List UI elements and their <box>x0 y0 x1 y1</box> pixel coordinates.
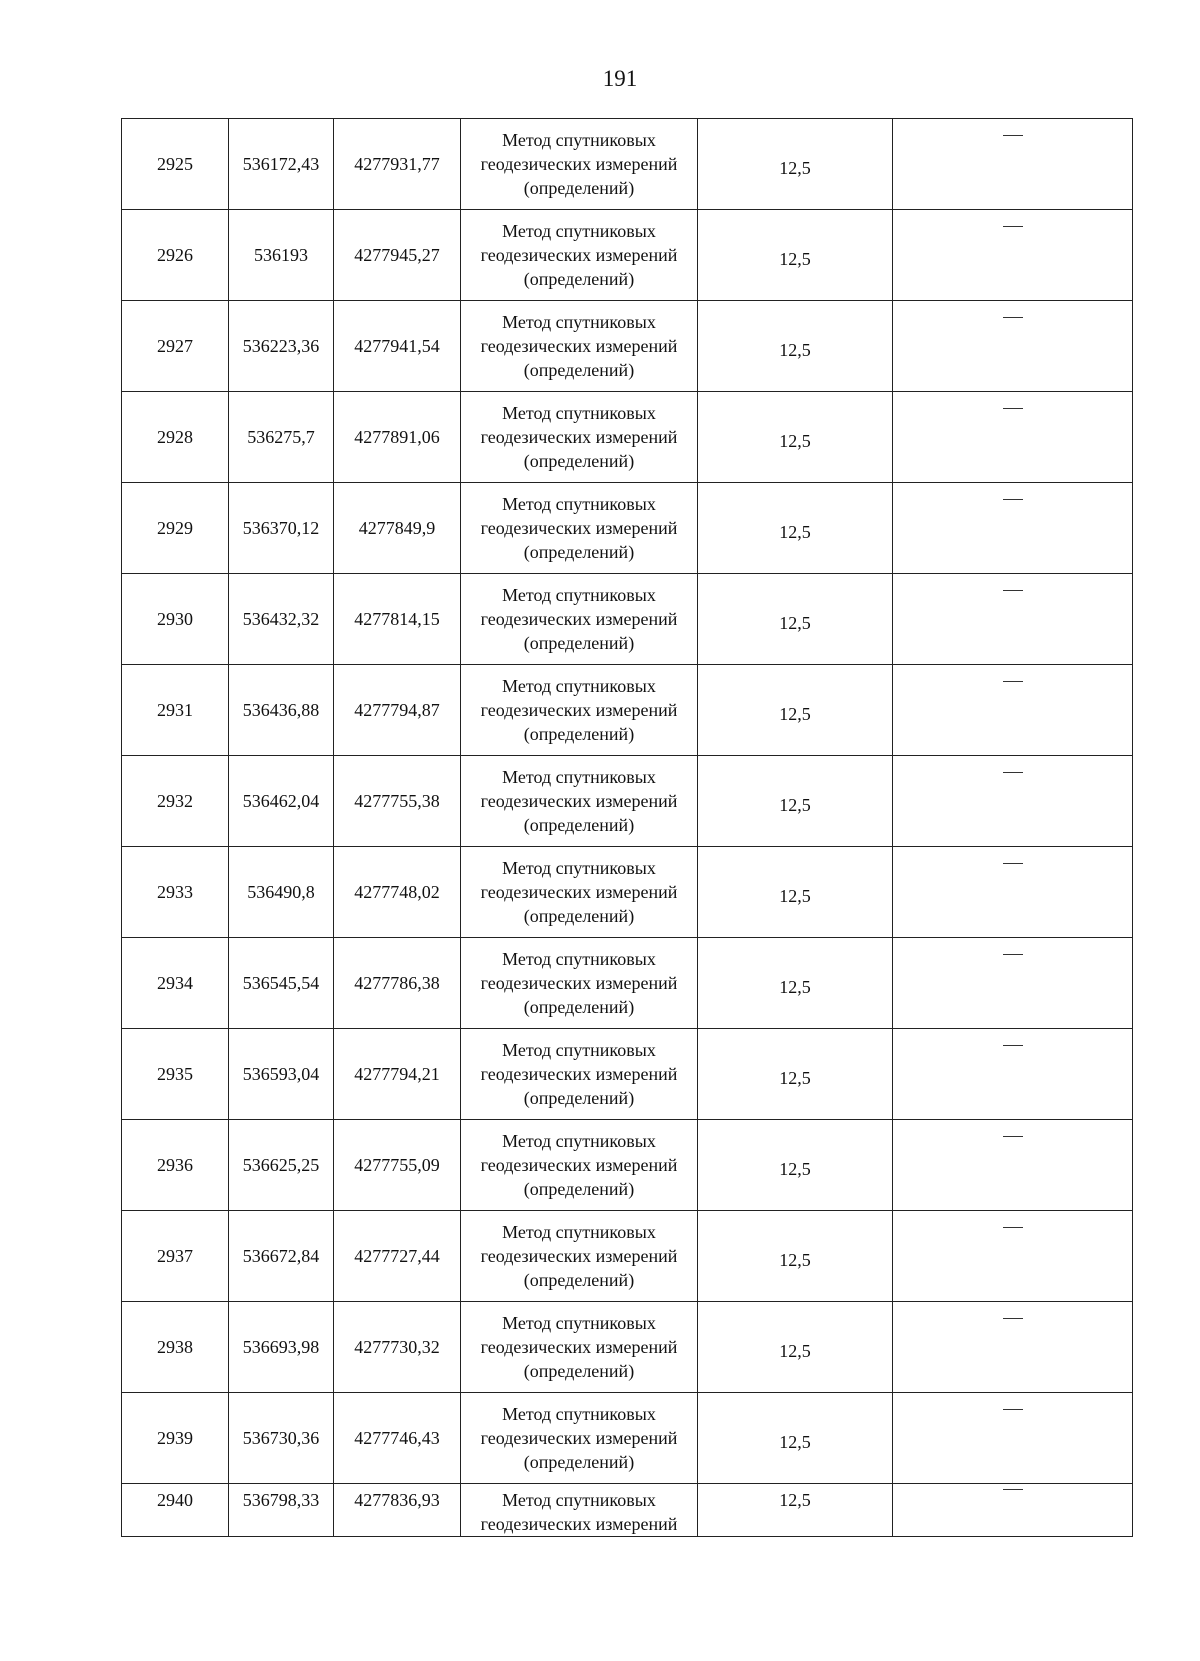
y-coordinate-cell: 4277945,27 <box>334 210 461 301</box>
x-coordinate-cell: 536370,12 <box>229 483 334 574</box>
point-number-cell: 2931 <box>122 665 229 756</box>
method-line: (определений) <box>523 1361 635 1381</box>
point-number-cell: 2929 <box>122 483 229 574</box>
accuracy-cell <box>698 210 893 301</box>
x-coordinate-cell: 536693,98 <box>229 1302 334 1393</box>
method-line: геодезических измерений <box>480 245 678 265</box>
accuracy-cell <box>698 1211 893 1302</box>
point-number-cell: 2935 <box>122 1029 229 1120</box>
x-coordinate-cell: 536545,54 <box>229 938 334 1029</box>
dash-mark <box>1003 135 1023 136</box>
method-line: Метод спутниковых <box>502 1313 656 1333</box>
point-number-cell: 2928 <box>122 392 229 483</box>
dash-mark <box>1003 1136 1023 1137</box>
accuracy-cell <box>698 483 893 574</box>
method-line: геодезических измерений <box>480 1514 678 1534</box>
dash-mark <box>1003 408 1023 409</box>
x-coordinate-cell: 536172,43 <box>229 119 334 210</box>
method-cell <box>461 1393 698 1484</box>
y-coordinate-cell: 4277931,77 <box>334 119 461 210</box>
method-line: Метод спутниковых <box>502 858 656 878</box>
description-cell <box>893 301 1133 392</box>
x-coordinate-cell: 536223,36 <box>229 301 334 392</box>
point-number-cell: 2938 <box>122 1302 229 1393</box>
y-coordinate-cell: 4277746,43 <box>334 1393 461 1484</box>
description-cell <box>893 1211 1133 1302</box>
method-line: (определений) <box>523 1088 635 1108</box>
method-line: (определений) <box>523 1452 635 1472</box>
x-coordinate-cell: 536672,84 <box>229 1211 334 1302</box>
x-coordinate-cell: 536432,32 <box>229 574 334 665</box>
accuracy-cell <box>698 301 893 392</box>
accuracy-value: 12,5 <box>779 522 811 542</box>
x-coordinate-cell: 536462,04 <box>229 756 334 847</box>
method-line: геодезических измерений <box>480 1246 678 1266</box>
description-cell <box>893 119 1133 210</box>
accuracy-value: 12,5 <box>779 1341 811 1361</box>
description-cell <box>893 756 1133 847</box>
method-line: (определений) <box>523 906 635 926</box>
method-line: (определений) <box>523 451 635 471</box>
method-cell <box>461 756 698 847</box>
description-cell <box>893 210 1133 301</box>
table-row <box>122 1029 1133 1120</box>
dash-mark <box>1003 681 1023 682</box>
y-coordinate-cell: 4277786,38 <box>334 938 461 1029</box>
accuracy-cell <box>698 1393 893 1484</box>
dash-mark <box>1003 226 1023 227</box>
accuracy-value: 12,5 <box>779 1159 811 1179</box>
accuracy-value: 12,5 <box>779 158 811 178</box>
method-line: (определений) <box>523 542 635 562</box>
table-row <box>122 392 1133 483</box>
table-row <box>122 1120 1133 1211</box>
description-cell <box>893 483 1133 574</box>
accuracy-value: 12,5 <box>779 340 811 360</box>
method-line: Метод спутниковых <box>502 403 656 423</box>
page-number: 191 <box>602 66 638 91</box>
dash-mark <box>1003 1227 1023 1228</box>
dash-mark <box>1003 317 1023 318</box>
method-cell <box>461 1484 698 1537</box>
method-cell <box>461 1211 698 1302</box>
y-coordinate-cell: 4277794,87 <box>334 665 461 756</box>
dash-mark <box>1003 863 1023 864</box>
method-line: геодезических измерений <box>480 882 678 902</box>
point-number-cell: 2936 <box>122 1120 229 1211</box>
table-row <box>122 847 1133 938</box>
description-cell <box>893 1393 1133 1484</box>
method-line: геодезических измерений <box>480 973 678 993</box>
x-coordinate-cell: 536798,33 <box>229 1484 334 1537</box>
method-line: Метод спутниковых <box>502 130 656 150</box>
y-coordinate-cell: 4277849,9 <box>334 483 461 574</box>
point-number-cell: 2926 <box>122 210 229 301</box>
accuracy-cell <box>698 119 893 210</box>
method-cell <box>461 938 698 1029</box>
accuracy-value: 12,5 <box>779 1250 811 1270</box>
dash-mark <box>1003 1045 1023 1046</box>
method-cell <box>461 1029 698 1120</box>
point-number-cell: 2937 <box>122 1211 229 1302</box>
x-coordinate-cell: 536275,7 <box>229 392 334 483</box>
table-row <box>122 483 1133 574</box>
point-number-cell: 2933 <box>122 847 229 938</box>
method-line: (определений) <box>523 724 635 744</box>
method-cell <box>461 574 698 665</box>
y-coordinate-cell: 4277836,93 <box>334 1484 461 1537</box>
x-coordinate-cell: 536625,25 <box>229 1120 334 1211</box>
y-coordinate-cell: 4277727,44 <box>334 1211 461 1302</box>
point-number-cell: 2925 <box>122 119 229 210</box>
y-coordinate-cell: 4277941,54 <box>334 301 461 392</box>
method-line: Метод спутниковых <box>502 676 656 696</box>
method-cell <box>461 301 698 392</box>
description-cell <box>893 1120 1133 1211</box>
method-line: геодезических измерений <box>480 609 678 629</box>
accuracy-value: 12,5 <box>779 1432 811 1452</box>
table-row <box>122 210 1133 301</box>
dash-mark <box>1003 590 1023 591</box>
table-row <box>122 1484 1133 1537</box>
x-coordinate-cell: 536593,04 <box>229 1029 334 1120</box>
coordinates-table <box>121 118 1133 1537</box>
method-line: Метод спутниковых <box>502 221 656 241</box>
method-line: (определений) <box>523 360 635 380</box>
y-coordinate-cell: 4277814,15 <box>334 574 461 665</box>
table-row <box>122 756 1133 847</box>
table-row <box>122 119 1133 210</box>
accuracy-cell <box>698 1302 893 1393</box>
accuracy-cell <box>698 574 893 665</box>
description-cell <box>893 392 1133 483</box>
method-cell <box>461 847 698 938</box>
accuracy-value: 12,5 <box>779 1490 811 1510</box>
accuracy-value: 12,5 <box>779 977 811 997</box>
method-line: геодезических измерений <box>480 1064 678 1084</box>
y-coordinate-cell: 4277891,06 <box>334 392 461 483</box>
method-line: Метод спутниковых <box>502 949 656 969</box>
method-line: (определений) <box>523 1270 635 1290</box>
accuracy-value: 12,5 <box>779 613 811 633</box>
point-number-cell: 2939 <box>122 1393 229 1484</box>
method-line: (определений) <box>523 997 635 1017</box>
point-number-cell: 2930 <box>122 574 229 665</box>
method-cell <box>461 119 698 210</box>
description-cell <box>893 665 1133 756</box>
y-coordinate-cell: 4277755,09 <box>334 1120 461 1211</box>
method-line: геодезических измерений <box>480 1337 678 1357</box>
method-line: Метод спутниковых <box>502 1131 656 1151</box>
accuracy-value: 12,5 <box>779 249 811 269</box>
accuracy-cell <box>698 756 893 847</box>
table-row <box>122 1302 1133 1393</box>
method-line: (определений) <box>523 633 635 653</box>
accuracy-cell <box>698 847 893 938</box>
accuracy-value: 12,5 <box>779 795 811 815</box>
method-line: геодезических измерений <box>480 1155 678 1175</box>
method-line: Метод спутниковых <box>502 767 656 787</box>
method-cell <box>461 1120 698 1211</box>
method-cell <box>461 1302 698 1393</box>
accuracy-cell <box>698 1120 893 1211</box>
table-row <box>122 665 1133 756</box>
description-cell <box>893 1029 1133 1120</box>
description-cell <box>893 574 1133 665</box>
y-coordinate-cell: 4277755,38 <box>334 756 461 847</box>
accuracy-value: 12,5 <box>779 431 811 451</box>
accuracy-cell <box>698 1484 893 1537</box>
x-coordinate-cell: 536490,8 <box>229 847 334 938</box>
x-coordinate-cell: 536436,88 <box>229 665 334 756</box>
y-coordinate-cell: 4277794,21 <box>334 1029 461 1120</box>
method-line: (определений) <box>523 815 635 835</box>
point-number-cell: 2940 <box>122 1484 229 1537</box>
accuracy-value: 12,5 <box>779 704 811 724</box>
dash-mark <box>1003 954 1023 955</box>
table-row <box>122 1211 1133 1302</box>
accuracy-cell <box>698 938 893 1029</box>
point-number-cell: 2927 <box>122 301 229 392</box>
description-cell <box>893 1302 1133 1393</box>
method-line: Метод спутниковых <box>502 1222 656 1242</box>
accuracy-cell <box>698 665 893 756</box>
y-coordinate-cell: 4277748,02 <box>334 847 461 938</box>
dash-mark <box>1003 1489 1023 1490</box>
method-line: геодезических измерений <box>480 700 678 720</box>
method-cell <box>461 483 698 574</box>
method-line: геодезических измерений <box>480 154 678 174</box>
method-line: (определений) <box>523 1179 635 1199</box>
table-row <box>122 938 1133 1029</box>
x-coordinate-cell: 536193 <box>229 210 334 301</box>
dash-mark <box>1003 772 1023 773</box>
dash-mark <box>1003 1409 1023 1410</box>
table-row <box>122 1393 1133 1484</box>
description-cell <box>893 847 1133 938</box>
method-line: (определений) <box>523 269 635 289</box>
table-row <box>122 301 1133 392</box>
description-cell <box>893 1484 1133 1537</box>
method-line: геодезических измерений <box>480 427 678 447</box>
x-coordinate-cell: 536730,36 <box>229 1393 334 1484</box>
method-line: геодезических измерений <box>480 1428 678 1448</box>
point-number-cell: 2932 <box>122 756 229 847</box>
table-row <box>122 574 1133 665</box>
method-line: Метод спутниковых <box>502 1490 656 1510</box>
y-coordinate-cell: 4277730,32 <box>334 1302 461 1393</box>
method-line: геодезических измерений <box>480 518 678 538</box>
method-line: геодезических измерений <box>480 336 678 356</box>
method-line: Метод спутниковых <box>502 585 656 605</box>
point-number-cell: 2934 <box>122 938 229 1029</box>
method-line: Метод спутниковых <box>502 1040 656 1060</box>
accuracy-cell <box>698 392 893 483</box>
dash-mark <box>1003 499 1023 500</box>
method-cell <box>461 392 698 483</box>
method-line: Метод спутниковых <box>502 312 656 332</box>
accuracy-value: 12,5 <box>779 886 811 906</box>
description-cell <box>893 938 1133 1029</box>
method-cell <box>461 665 698 756</box>
table-body <box>122 119 1133 1537</box>
method-line: (определений) <box>523 178 635 198</box>
accuracy-value: 12,5 <box>779 1068 811 1088</box>
dash-mark <box>1003 1318 1023 1319</box>
accuracy-cell <box>698 1029 893 1120</box>
method-line: Метод спутниковых <box>502 494 656 514</box>
method-line: Метод спутниковых <box>502 1404 656 1424</box>
method-cell <box>461 210 698 301</box>
method-line: геодезических измерений <box>480 791 678 811</box>
